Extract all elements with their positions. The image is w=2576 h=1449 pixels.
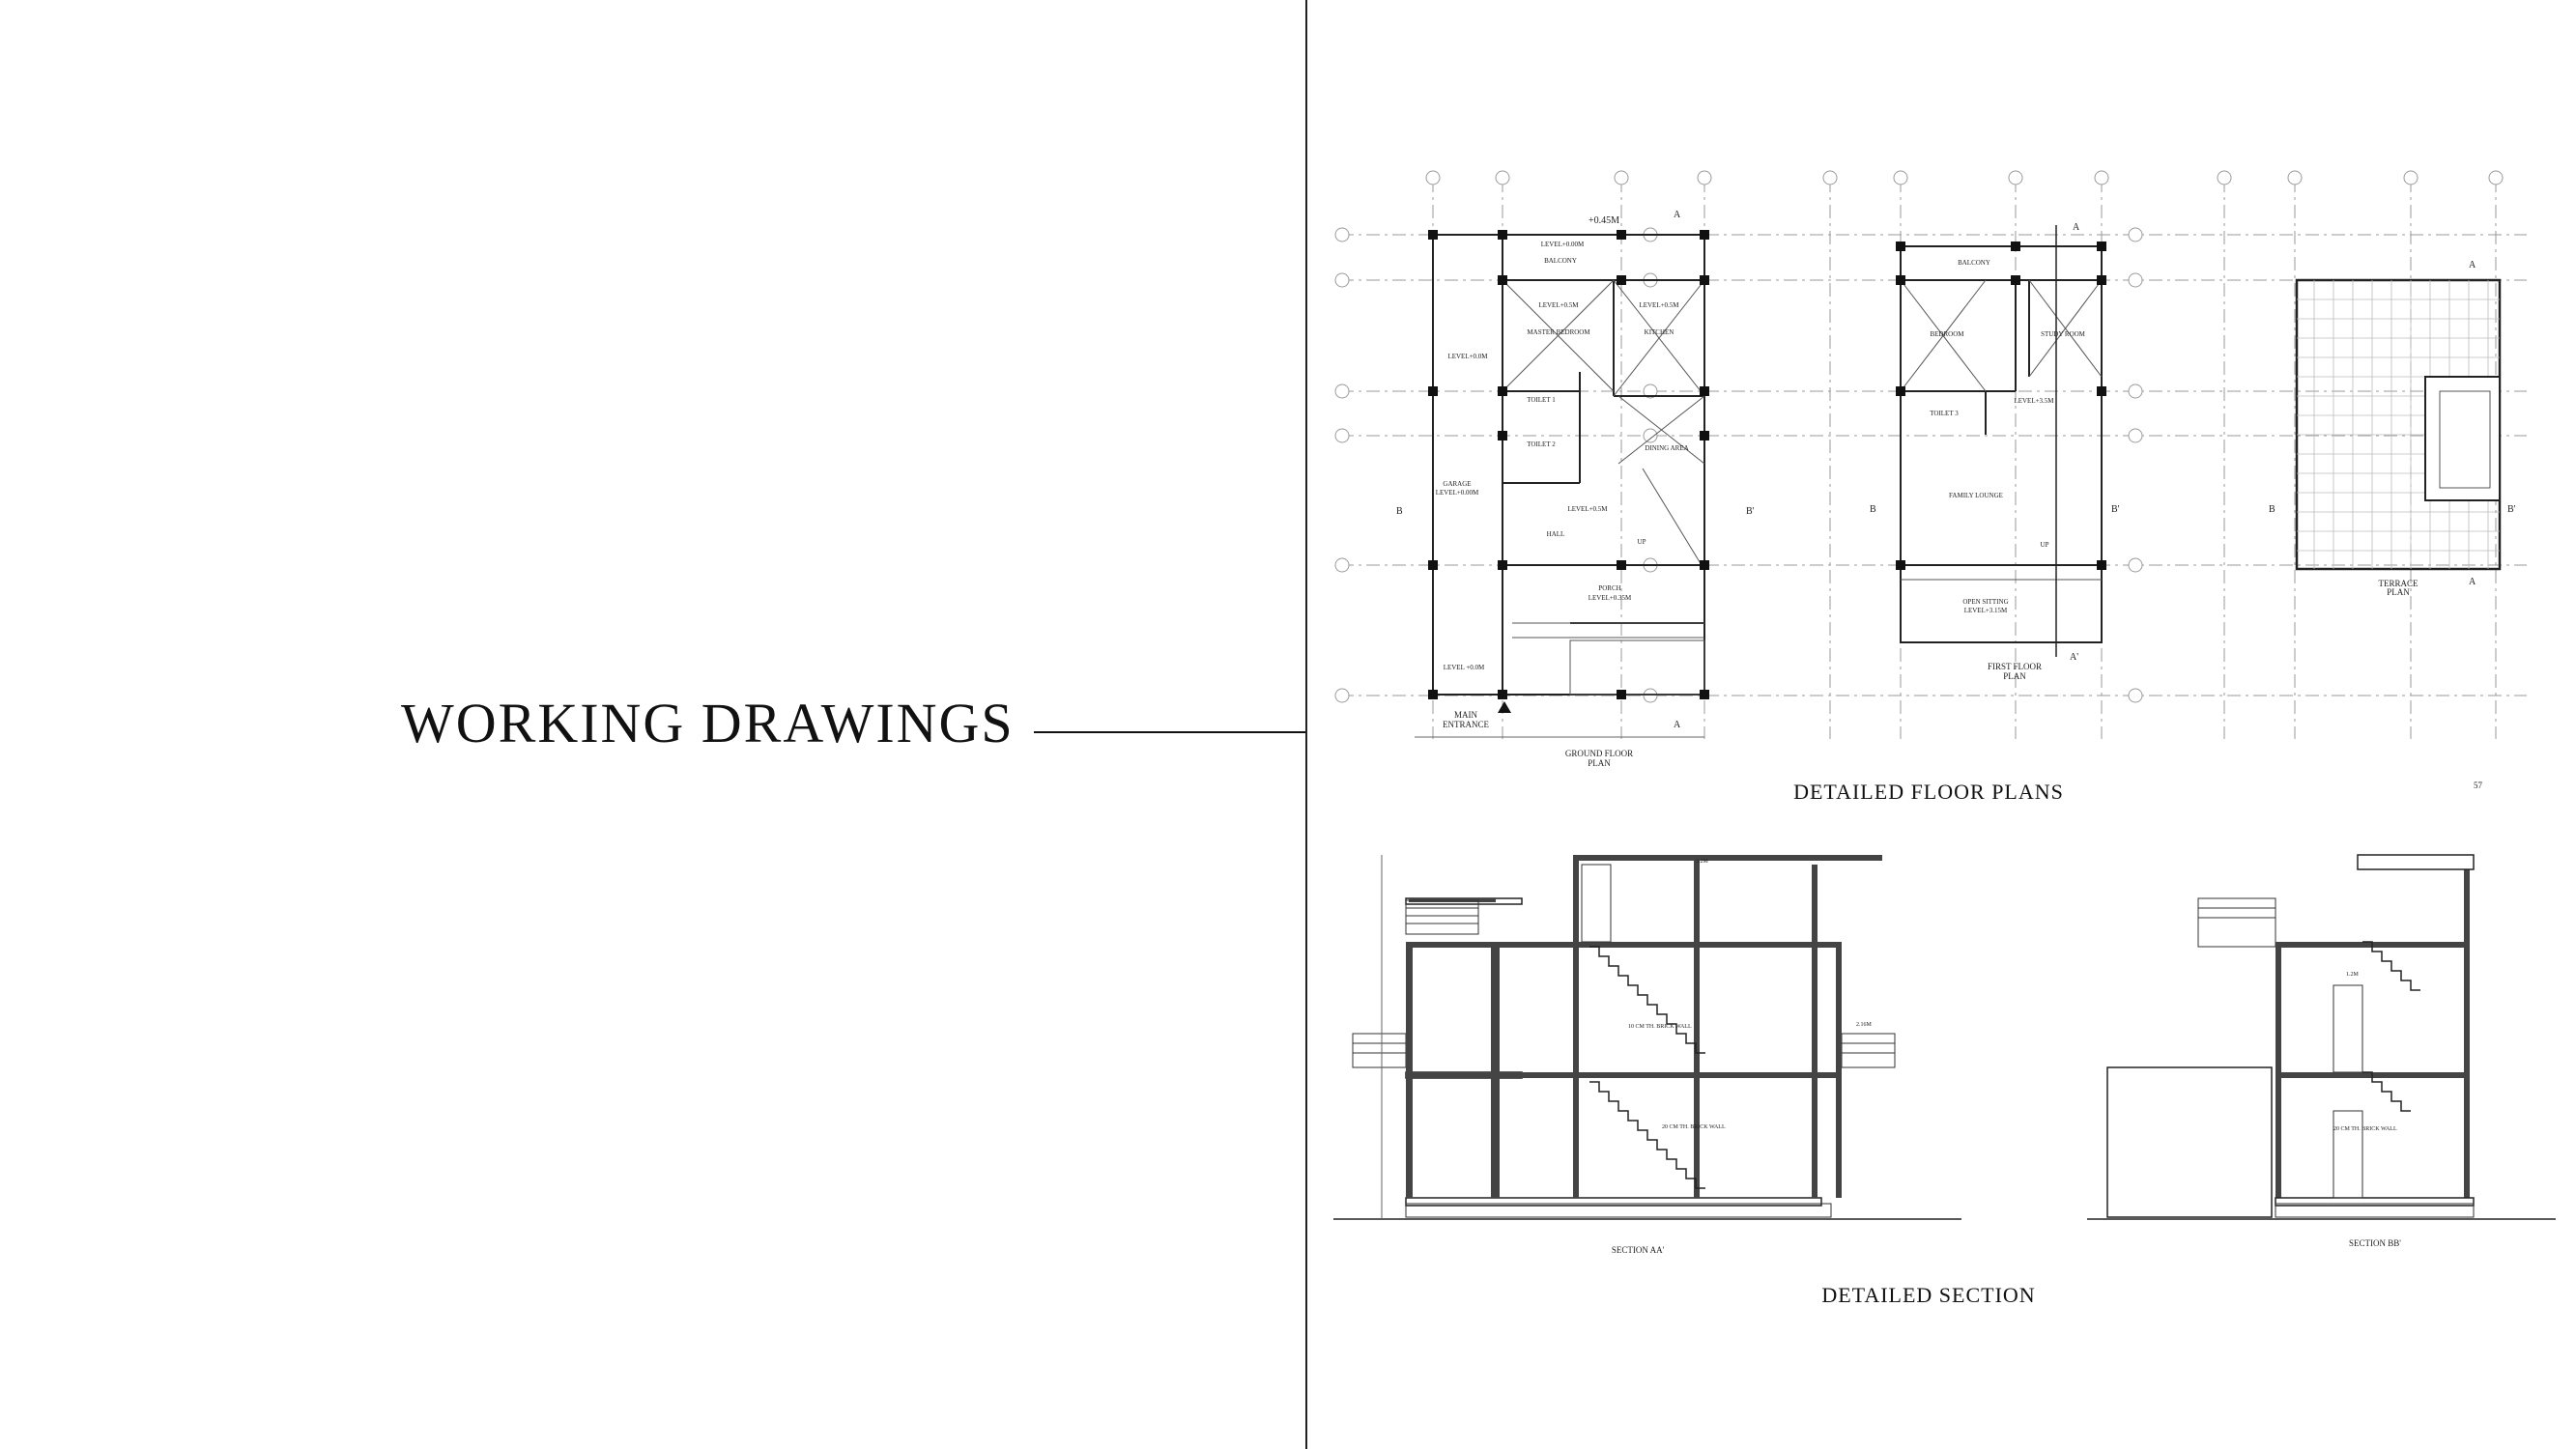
ff-toilet: TOILET 3 — [1930, 410, 1959, 417]
section-aa-caption: SECTION AA' — [1611, 1245, 1665, 1255]
bb-dim-door: 1.2M — [2346, 972, 2359, 978]
gf-porch-level: LEVEL+0.35M — [1588, 594, 1632, 602]
terrace-caption-1: TERRACE — [2378, 579, 2419, 588]
gf-hall: HALL — [1546, 530, 1565, 538]
terrace-marker-a-bottom: A — [2469, 577, 2476, 587]
ff-marker-a-prime: A' — [2070, 652, 2079, 663]
page-title: WORKING DRAWINGS — [401, 692, 1015, 754]
section-heading: DETAILED SECTION — [1821, 1283, 2036, 1307]
gf-up: UP — [1637, 538, 1646, 546]
page-divider — [1305, 0, 1307, 1449]
ground-floor-plan — [1396, 210, 1755, 768]
gf-kitchen-level: LEVEL+0.5M — [1639, 301, 1679, 309]
terrace-plan — [2269, 260, 2516, 597]
terrace-marker-a-top: A — [2469, 260, 2476, 270]
ff-marker-b-prime: B' — [2111, 504, 2120, 515]
ff-marker-a: A — [2073, 222, 2080, 233]
ff-open-1: OPEN SITTING — [1962, 598, 2009, 606]
gf-balcony-level: LEVEL+0.00M — [1540, 241, 1585, 248]
aa-dim-top: 3.2M — [1696, 859, 1708, 865]
aa-wall-upper: 10 CM TH. BRICK WALL — [1628, 1024, 1692, 1030]
ff-marker-b: B — [1870, 504, 1876, 515]
ff-bedroom: BEDROOM — [1930, 330, 1964, 338]
gf-master-bedroom: MASTER BEDROOM — [1527, 328, 1590, 336]
gf-garage-level: LEVEL+0.00M — [1435, 489, 1479, 497]
grid-bubbles — [1335, 171, 2503, 702]
terrace-marker-b-prime: B' — [2507, 504, 2516, 515]
gf-balcony: BALCONY — [1544, 257, 1577, 265]
gf-kitchen: KITCHEN — [1644, 328, 1674, 336]
main-entrance-line-1: MAIN — [1454, 710, 1477, 720]
gf-garage: GARAGE — [1443, 480, 1472, 488]
drawing-sheet — [1309, 0, 2576, 1449]
gf-dining: DINING AREA — [1645, 444, 1689, 452]
gf-toilet-1: TOILET 1 — [1527, 396, 1556, 404]
ground-floor-caption-1: GROUND FLOOR — [1564, 749, 1634, 758]
gf-marker-b: B — [1396, 506, 1403, 517]
drawing-sheet-svg — [1309, 0, 2576, 1449]
terrace-marker-b: B — [2269, 504, 2275, 515]
ff-level: LEVEL+3.5M — [2014, 397, 2054, 405]
section-bb — [2087, 855, 2556, 1248]
section-aa — [1333, 855, 1961, 1255]
ff-lounge: FAMILY LOUNGE — [1949, 492, 2003, 499]
ff-study: STUDY ROOM — [2041, 330, 2085, 338]
gf-porch: PORCH — [1598, 584, 1621, 592]
gf-bottom-level: LEVEL +0.0M — [1443, 664, 1485, 671]
terrace-caption-2: PLAN — [2387, 587, 2410, 597]
first-floor-caption-2: PLAN — [2003, 671, 2026, 681]
ff-up: UP — [2040, 541, 2049, 549]
gf-marker-a-top: A — [1674, 210, 1681, 220]
gf-hall-level: LEVEL+0.5M — [1567, 505, 1608, 513]
first-floor-plan — [1870, 222, 2120, 681]
section-bb-caption: SECTION BB' — [2349, 1238, 2401, 1248]
bb-wall-lower: 20 CM TH. BRICK WALL — [2333, 1126, 2397, 1132]
aa-dim-side: 2.16M — [1856, 1022, 1872, 1028]
gf-top-level: +0.45M — [1588, 215, 1620, 226]
first-floor-caption-1: FIRST FLOOR — [1987, 662, 2043, 671]
gf-marker-a-bottom: A — [1674, 720, 1681, 730]
main-entrance-line-2: ENTRANCE — [1443, 720, 1489, 729]
gf-marker-b-prime: B' — [1746, 506, 1755, 517]
floor-plans-heading: DETAILED FLOOR PLANS — [1793, 780, 2064, 804]
page-number: 57 — [2474, 781, 2482, 790]
ff-open-2: LEVEL+3.15M — [1963, 607, 2008, 614]
aa-wall-lower: 20 CM TH. BRICK WALL — [1662, 1124, 1726, 1130]
gf-left-level: LEVEL+0.0M — [1447, 353, 1488, 360]
entrance-arrow-icon — [1498, 701, 1511, 713]
plan-grid — [1340, 179, 2527, 739]
ground-floor-caption-2: PLAN — [1588, 758, 1611, 768]
gf-master-level: LEVEL+0.5M — [1538, 301, 1579, 309]
gf-toilet-2: TOILET 2 — [1527, 440, 1556, 448]
title-rule — [1034, 731, 1306, 733]
ff-balcony: BALCONY — [1958, 259, 1990, 267]
